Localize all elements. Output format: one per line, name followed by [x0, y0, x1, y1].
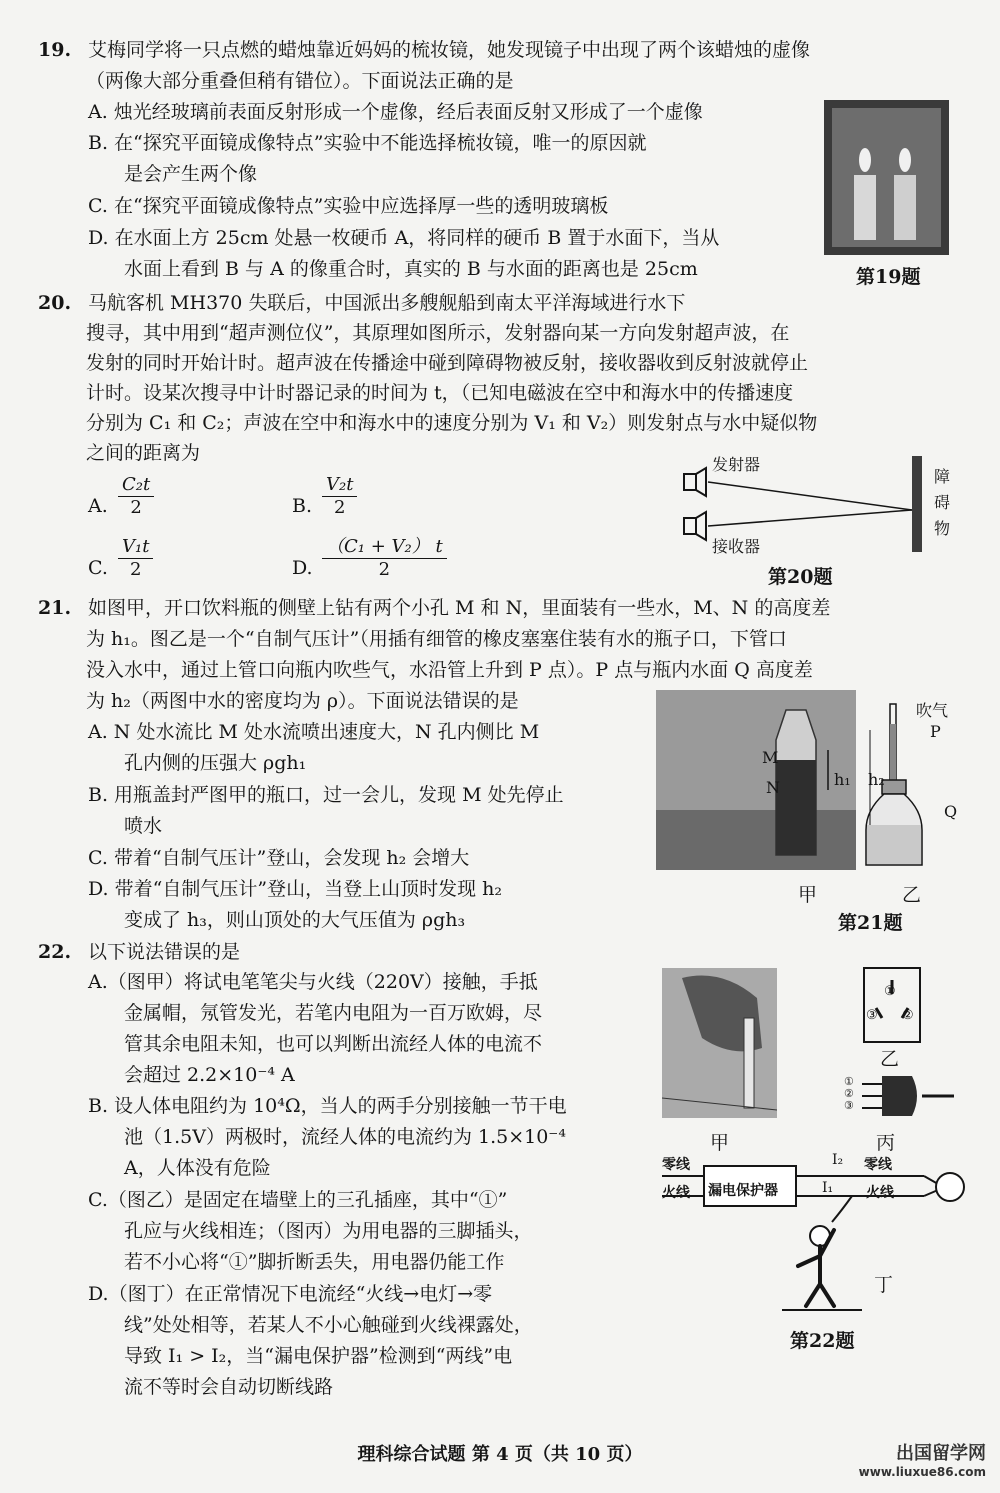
q22-plug-mark-3: ③	[844, 1099, 854, 1112]
q21-label-yi: 乙	[902, 884, 922, 906]
q20-obstacle-label-2: 碍	[934, 493, 951, 512]
q22-protector-label: 漏电保护器	[708, 1183, 778, 1199]
q22-option-c-line1: C.（图乙）是固定在墙壁上的三孔插座，其中“①”	[88, 1189, 508, 1211]
q21-stem-line2: 为 h₁。图乙是一个“自制气压计”（用插有细管的橡皮塞塞住装有水的瓶子口，下管口	[86, 628, 787, 650]
page-footer: 理科综合试题 第 4 页（共 10 页）	[357, 1444, 643, 1465]
q19-stem-line2: （两像大部分重叠但稍有错位）。下面说法正确的是	[86, 70, 514, 92]
q22-plug-mark-1: ①	[844, 1075, 854, 1088]
q21-option-d-line1: D. 带着“自制气压计”登山，当登上山顶时发现 h₂	[88, 878, 502, 900]
q22-socket-diagram	[842, 966, 942, 1046]
q21-label-p: P	[930, 722, 941, 741]
q19-option-c: C. 在“探究平面镜成像特点”实验中应选择厚一些的透明玻璃板	[88, 195, 609, 217]
q22-fire-line-label-right: 火线	[866, 1185, 894, 1201]
q19-option-a: A. 烛光经玻璃前表面反射形成一个虚像，经后表面反射又形成了一个虚像	[88, 101, 703, 123]
q21-option-c: C. 带着“自制气压计”登山，会发现 h₂ 会增大	[88, 847, 470, 869]
q20-stem-line1: 马航客机 MH370 失联后，中国派出多艘舰船到南太平洋海域进行水下	[88, 292, 686, 314]
q21-stem-line1: 如图甲，开口饮料瓶的侧壁上钻有两个小孔 M 和 N，里面装有一些水，M、N 的高度差	[88, 597, 831, 619]
q22-number: 22.	[38, 941, 72, 963]
q21-blow-label: 吹气	[916, 701, 949, 720]
watermark-name: 出国留学网	[896, 1443, 986, 1464]
q20-number: 20.	[38, 292, 72, 314]
q20-option-d-label: D.	[292, 557, 313, 579]
q20-stem-line3: 发射的同时开始计时。超声波在传播途中碰到障碍物被反射，接收器收到反射波就停止	[86, 352, 809, 374]
q22-plug-diagram	[842, 1072, 957, 1132]
watermark-url: www.liuxue86.com	[858, 1465, 986, 1479]
q22-zero-line-label-left: 零线	[662, 1157, 690, 1173]
q22-socket-mark-1: ①	[884, 984, 896, 999]
q20-stem-line5: 分别为 C₁ 和 C₂；声波在空中和海水中的速度分别为 V₁ 和 V₂）则发射点与水中疑似物	[86, 412, 818, 434]
q22-option-c-line3: 若不小心将“①”脚折断丢失，用电器仍能工作	[124, 1251, 505, 1273]
q22-caption: 第22题	[790, 1330, 855, 1352]
q20-stem-line2: 搜寻，其中用到“超声测位仪”，其原理如图所示，发射器向某一方向发射超声波，在	[86, 322, 790, 344]
q22-option-b-line3: A，人体没有危险	[124, 1157, 271, 1179]
q20-option-b-numerator: V₂t	[322, 474, 357, 497]
q21-label-m: M	[762, 748, 779, 767]
q22-option-a-line4: 会超过 2.2×10⁻⁴ A	[124, 1064, 295, 1086]
q19-stem-line1: 艾梅同学将一只点燃的蜡烛靠近妈妈的梳妆镜，她发现镜子中出现了两个该蜡烛的虚像	[88, 39, 811, 61]
q22-socket-mark-3: ③	[866, 1008, 878, 1023]
q22-label-bing: 丙	[876, 1132, 896, 1154]
q20-option-a-denominator: 2	[130, 497, 142, 518]
q22-label-ding: 丁	[874, 1274, 894, 1296]
q22-label-yi: 乙	[880, 1048, 900, 1070]
q22-option-d-line4: 流不等时会自动切断线路	[124, 1376, 334, 1398]
q22-option-b-line1: B. 设人体电阻约为 10⁴Ω，当人的两手分别接触一节干电	[88, 1095, 567, 1117]
q20-obstacle-label-1: 障	[934, 467, 951, 486]
q19-option-d-line2: 水面上看到 B 与 A 的像重合时，真实的 B 与水面的距离也是 25cm	[124, 258, 698, 280]
q20-option-d-numerator: （C₁ + V₂） t	[322, 536, 447, 559]
q20-option-d-fraction	[322, 536, 447, 581]
q21-label-q: Q	[944, 802, 958, 821]
q22-i1-label: I₁	[822, 1180, 834, 1196]
q22-option-a-line2: 金属帽，氖管发光，若笔内电阻为一百万欧姆，尽	[124, 1002, 543, 1024]
q22-option-d-line1: D.（图丁）在正常情况下电流经“火线→电灯→零	[88, 1283, 493, 1305]
q21-caption: 第21题	[838, 912, 903, 934]
watermark-logo	[859, 1439, 986, 1479]
q20-option-a-label: A.	[88, 495, 108, 517]
q22-option-a-line3: 管其余电阻未知，也可以判断出流经人体的电流不	[124, 1033, 543, 1055]
q21-bottle-photo	[656, 690, 856, 870]
q21-stem-line3: 没入水中，通过上管口向瓶内吹些气，水沿管上升到 P 点）。P 点与瓶内水面 Q 高度差	[86, 659, 813, 681]
q21-option-a-line1: A. N 处水流比 M 处水流喷出速度大，N 孔内侧比 M	[88, 721, 540, 743]
q22-option-a-line1: A.（图甲）将试电笔笔尖与火线（220V）接触，手抵	[88, 971, 538, 993]
q19-option-d-line1: D. 在水面上方 25cm 处悬一枚硬币 A，将同样的硬币 B 置于水面下，当从	[88, 227, 720, 249]
q20-option-c-label: C.	[88, 557, 108, 579]
q21-option-a-line2: 孔内侧的压强大 ρgh₁	[124, 752, 307, 774]
q19-option-b-line1: B. 在“探究平面镜成像特点”实验中不能选择梳妆镜，唯一的原因就	[88, 132, 647, 154]
q21-number: 21.	[38, 597, 72, 619]
q20-stem-line6: 之间的距离为	[86, 442, 201, 464]
q22-fire-line-label-left: 火线	[662, 1185, 690, 1201]
q20-option-b-fraction	[322, 474, 357, 519]
q21-option-d-line2: 变成了 h₃，则山顶处的大气压值为 ρgh₃	[124, 909, 466, 931]
q20-emitter-label: 发射器	[712, 455, 761, 474]
q20-option-c-denominator: 2	[130, 559, 142, 580]
q20-option-a-fraction	[118, 474, 154, 519]
q21-option-b-line2: 喷水	[124, 815, 163, 837]
q19-candle-mirror-photo	[824, 100, 949, 255]
q20-receiver-label: 接收器	[712, 537, 761, 556]
q20-option-c-fraction	[118, 536, 153, 581]
q22-plug-mark-2: ②	[844, 1087, 854, 1100]
q22-option-c-line2: 孔应与火线相连；（图丙）为用电器的三脚插头，	[124, 1220, 533, 1242]
q21-option-b-line1: B. 用瓶盖封严图甲的瓶口，过一会儿，发现 M 处先停止	[88, 784, 564, 806]
q21-label-jia: 甲	[798, 884, 818, 906]
q22-option-b-line2: 池（1.5V）两极时，流经人体的电流约为 1.5×10⁻⁴	[124, 1126, 566, 1148]
q20-option-a-numerator: C₂t	[118, 474, 154, 497]
q20-caption: 第20题	[768, 566, 833, 588]
q22-test-pen-photo	[662, 968, 777, 1118]
q20-option-d-denominator: 2	[378, 559, 391, 580]
q21-label-h2: h₂	[868, 770, 885, 789]
q19-option-b-line2: 是会产生两个像	[124, 163, 258, 185]
q20-option-b-label: B.	[292, 495, 313, 517]
q19-number: 19.	[38, 39, 72, 61]
q20-stem-line4: 计时。设某次搜寻中计时器记录的时间为 t，（已知电磁波在空中和海水中的传播速度	[86, 382, 794, 404]
q19-caption: 第19题	[856, 266, 921, 288]
q22-stem: 以下说法错误的是	[88, 941, 241, 963]
q20-obstacle-label-3: 物	[934, 519, 951, 538]
q21-label-h1: h₁	[834, 770, 851, 789]
q22-option-d-line3: 导致 I₁ > I₂，当“漏电保护器”检测到“两线”电	[124, 1345, 513, 1367]
q22-label-jia: 甲	[710, 1132, 730, 1154]
q21-stem-line4: 为 h₂（两图中水的密度均为 ρ）。下面说法错误的是	[86, 690, 519, 712]
q20-option-b-denominator: 2	[334, 497, 346, 518]
q21-label-n: N	[766, 778, 780, 797]
q22-option-d-line2: 线”处处相等，若某人不小心触碰到火线裸露处，	[124, 1314, 533, 1336]
q22-zero-line-label-right: 零线	[864, 1157, 892, 1173]
q22-socket-mark-2: ②	[902, 1008, 914, 1023]
q20-option-c-numerator: V₁t	[118, 536, 153, 559]
q22-i2-label: I₂	[832, 1152, 844, 1168]
